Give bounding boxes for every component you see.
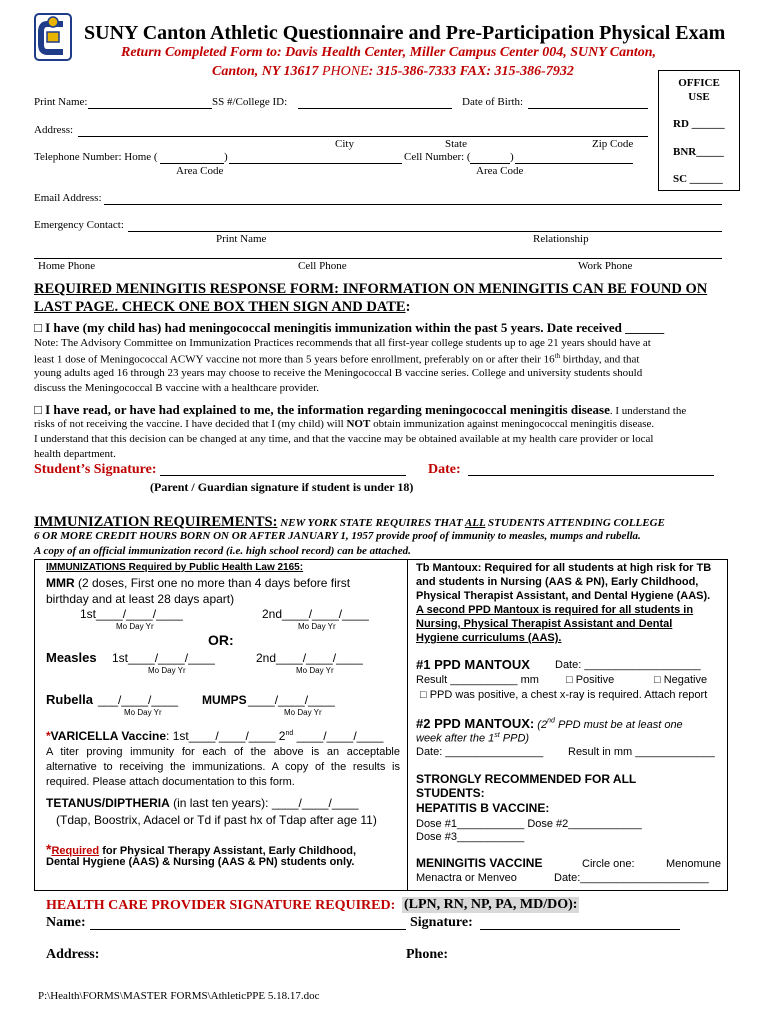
zip-label: Zip Code	[592, 138, 634, 150]
print-name-label: Print Name:	[34, 96, 88, 108]
provider-signature-label: Signature:	[410, 915, 473, 930]
print-name-field[interactable]	[88, 108, 212, 109]
office-bnr[interactable]: BNR_____	[673, 146, 724, 158]
note-line-1: Note: The Advisory Committee on Immunization Practices recommends that all first-year college students up to age 21 years should have at	[34, 337, 651, 349]
tb-line-5: Nursing, Physical Therapist Assistant and Dental	[416, 618, 673, 630]
mmr-line-2: birthday and at least 28 days apart)	[46, 592, 235, 606]
tb-line-2: and students in Nursing (AAS & PN), Early Childhood,	[416, 576, 699, 588]
tb-line-1: Tb Mantoux: Required for all students at high risk for TB	[416, 562, 712, 574]
work-phone-label: Work Phone	[578, 260, 633, 272]
page-title: SUNY Canton Athletic Questionnaire and Pre-Participation Physical Exam	[84, 22, 726, 44]
circle-one-label: Circle one:	[582, 858, 635, 870]
return-address-line1: Return Completed Form to: Davis Health Center, Miller Campus Center 004, SUNY Canton,	[121, 45, 657, 60]
ppd1-label: #1 PPD MANTOUX	[416, 657, 530, 672]
cell-phone-field[interactable]	[515, 163, 633, 164]
measles-first-dose-field[interactable]: 1st____/____/____	[112, 651, 215, 665]
home-area-code-field[interactable]	[160, 163, 224, 164]
email-label: Email Address:	[34, 192, 102, 204]
ppd1-date-field[interactable]: Date: ___________________	[555, 659, 701, 671]
provider-phone-label: Phone:	[406, 947, 448, 962]
menomune-option[interactable]: Menomune	[666, 858, 722, 870]
strongly-recommended: STRONGLY RECOMMENDED FOR ALL	[416, 772, 637, 786]
cell-area-code-field[interactable]	[470, 163, 510, 164]
mdy-label-5: Mo Day Yr	[124, 708, 162, 717]
print-name-sub: Print Name	[216, 233, 267, 245]
telephone-label: Telephone Number: Home (	[34, 151, 158, 163]
tetanus-line[interactable]: TETANUS/DIPTHERIA (in last ten years): ____/____/____	[46, 796, 359, 810]
return-address-line2: Canton, NY 13617 PHONE: 315-386-7333 FAX: 315-386-7932	[212, 64, 574, 79]
xray-checkbox[interactable]: □ PPD was positive, a chest x-ray is required. Attach report	[420, 689, 708, 701]
ppd2-result-field[interactable]: Result in mm _____________	[568, 746, 715, 758]
negative-checkbox[interactable]: □ Negative	[654, 674, 708, 686]
meningitis-heading-1: REQUIRED MENINGITIS RESPONSE FORM: INFORMATION ON MENINGITIS CAN BE FOUND ON	[34, 281, 708, 297]
ss-field[interactable]	[298, 108, 452, 109]
cell-number-label: Cell Number: (	[404, 151, 471, 163]
positive-checkbox[interactable]: □ Positive	[566, 674, 615, 686]
emergency-contact-field[interactable]	[128, 231, 722, 232]
email-field[interactable]	[104, 204, 722, 205]
tb-line-3: Physical Therapist Assistant, and Dental Hygiene (AAS).	[416, 590, 711, 602]
required-note-2: Dental Hygiene (AAS) & Nursing (AAS & PN) students only.	[46, 856, 355, 868]
ppd2-date-field[interactable]: Date: ________________	[416, 746, 544, 758]
immunization-line-3: A copy of an official immunization record (i.e. high school record) can be attached.	[34, 545, 411, 557]
mdy-label-4: Mo Day Yr	[296, 666, 334, 675]
note-line-4: discuss the Meningococcal B vaccine with a healthcare provider.	[34, 382, 319, 394]
home-phone-field[interactable]	[229, 163, 402, 164]
mdy-label-2: Mo Day Yr	[298, 622, 336, 631]
students-label: STUDENTS:	[416, 786, 485, 800]
rubella-label: Rubella	[46, 692, 93, 707]
emergency-phones-field[interactable]	[34, 258, 722, 259]
area-code-label: Area Code	[176, 165, 224, 177]
provider-signature-required: HEALTH CARE PROVIDER SIGNATURE REQUIRED:	[46, 898, 396, 913]
provider-name-label: Name:	[46, 915, 86, 930]
office-sc[interactable]: SC ______	[673, 173, 723, 185]
student-signature-field[interactable]	[160, 475, 406, 476]
ppd1-result-field[interactable]: Result ___________ mm	[416, 674, 539, 686]
titer-note: A titer proving immunity for each of the above is an acceptable alternative to receiving the immunizations. A copy of the results is required. Please attach documentation to this form.	[46, 746, 400, 788]
or-label: OR:	[208, 632, 234, 648]
signature-date-label: Date:	[428, 462, 461, 477]
mmr-line-1: MMR (2 doses, First one no more than 4 days before first	[46, 576, 351, 590]
meningitis-heading-2: LAST PAGE. CHECK ONE BOX THEN SIGN AND DATE:	[34, 299, 411, 315]
area-code-label-2: Area Code	[476, 165, 524, 177]
office-rd[interactable]: RD ______	[673, 118, 725, 130]
mmr-second-dose-field[interactable]: 2nd____/____/____	[262, 607, 369, 621]
tb-line-6: Hygiene curriculums (AAS).	[416, 632, 562, 644]
law-heading: IMMUNIZATIONS Required by Public Health Law 2165:	[46, 562, 304, 573]
varicella-line[interactable]: *VARICELLA Vaccine: 1st____/____/____ 2nd ____/____/____	[46, 729, 384, 743]
immunization-line-2: 6 OR MORE CREDIT HOURS BORN ON OR AFTER JANUARY 1, 1957 provide proof of immunity to measles, mumps and rubella.	[34, 530, 641, 542]
ppd2-line-2: week after the 1st PPD)	[416, 732, 530, 745]
option2-line-4: health department.	[34, 448, 116, 460]
footer-file-path: P:\Health\FORMS\MASTER FORMS\AthleticPPE 5.18.17.doc	[38, 990, 320, 1002]
ss-label: SS #/College ID:	[212, 96, 288, 108]
provider-address-label: Address:	[46, 947, 100, 962]
mumps-label: MUMPS	[202, 693, 247, 707]
option2-line-2: risks of not receiving the vaccine. I have decided that I (my child) will NOT obtain immunization against meningococcal meningitis disease.	[34, 418, 655, 430]
meningitis-vaccine-label: MENINGITIS VACCINE	[416, 856, 543, 870]
hepatitis-b-label: HEPATITIS B VACCINE:	[416, 801, 550, 815]
mdy-label-1: Mo Day Yr	[116, 622, 154, 631]
office-use-title: OFFICE	[678, 77, 720, 89]
office-use-title2: USE	[688, 91, 710, 103]
cell-phone-label: Cell Phone	[298, 260, 347, 272]
mdy-label-6: Mo Day Yr	[284, 708, 322, 717]
mumps-date-field[interactable]: ____/____/____	[248, 693, 335, 707]
hepb-dose-1-2-field[interactable]: Dose #1___________ Dose #2____________	[416, 818, 642, 830]
note-line-2: least 1 dose of Meningococcal ACWY vaccine not more than 5 years before enrollment, preferably on or after their 16th birthday, and that	[34, 352, 640, 366]
parent-guardian-note: (Parent / Guardian signature if student is under 18)	[150, 480, 414, 494]
required-note-1: *Required for Physical Therapy Assistant, Early Childhood,	[46, 841, 357, 857]
paren-close-2: )	[510, 151, 514, 163]
office-use-box	[658, 70, 740, 191]
option2-line-3: I understand that this decision can be changed at any time, and that the vaccine may be obtained available at my health care provider or local	[34, 433, 654, 445]
mdy-label-3: Mo Day Yr	[148, 666, 186, 675]
hepb-dose-3-field[interactable]: Dose #3___________	[416, 831, 525, 843]
relationship-label: Relationship	[533, 233, 589, 245]
paren-close: )	[224, 151, 228, 163]
suny-canton-logo	[33, 12, 73, 62]
dob-field[interactable]	[528, 108, 648, 109]
measles-label: Measles	[46, 650, 97, 665]
tdap-note: (Tdap, Boostrix, Adacel or Td if past hx of Tdap after age 11)	[56, 813, 377, 827]
home-phone-label: Home Phone	[38, 260, 96, 272]
meningitis-vaccine-date-field[interactable]: Date:_____________________	[554, 872, 709, 884]
signature-date-field[interactable]	[468, 475, 714, 476]
menactra-option[interactable]: Menactra or Menveo	[416, 872, 517, 884]
provider-credentials: (LPN, RN, NP, PA, MD/DO):	[404, 897, 578, 912]
address-label: Address:	[34, 124, 74, 136]
dob-label: Date of Birth:	[462, 96, 524, 108]
provider-name-field[interactable]	[90, 929, 406, 930]
city-label: City	[335, 138, 354, 150]
provider-signature-field[interactable]	[480, 929, 680, 930]
emergency-contact-label: Emergency Contact:	[34, 219, 124, 231]
meningitis-option-2-checkbox[interactable]: □ I have read, or have had explained to me, the information regarding meningococcal meningitis disease. I understand the	[34, 402, 687, 417]
address-field[interactable]	[78, 136, 648, 137]
mmr-first-dose-field[interactable]: 1st____/____/____	[80, 607, 183, 621]
ppd2-label: #2 PPD MANTOUX: (2nd PPD must be at least one	[416, 716, 683, 731]
measles-second-dose-field[interactable]: 2nd____/____/____	[256, 651, 363, 665]
immunization-heading: IMMUNIZATION REQUIREMENTS: NEW YORK STATE REQUIRES THAT ALL STUDENTS ATTENDING COLLEGE	[34, 514, 665, 530]
note-line-3: young adults aged 16 through 23 years may choose to receive the Meningococcal B vaccine series. College and university students should	[34, 367, 643, 379]
meningitis-option-1-checkbox[interactable]: □ I have (my child has) had meningococcal meningitis immunization within the past 5 years. Date received ______	[34, 320, 665, 335]
tb-line-4: A second PPD Mantoux is required for all students in	[416, 604, 694, 616]
rubella-date-field[interactable]: ___/____/____	[98, 693, 179, 707]
state-label: State	[445, 138, 467, 150]
student-signature-label: Student’s Signature:	[34, 462, 157, 477]
